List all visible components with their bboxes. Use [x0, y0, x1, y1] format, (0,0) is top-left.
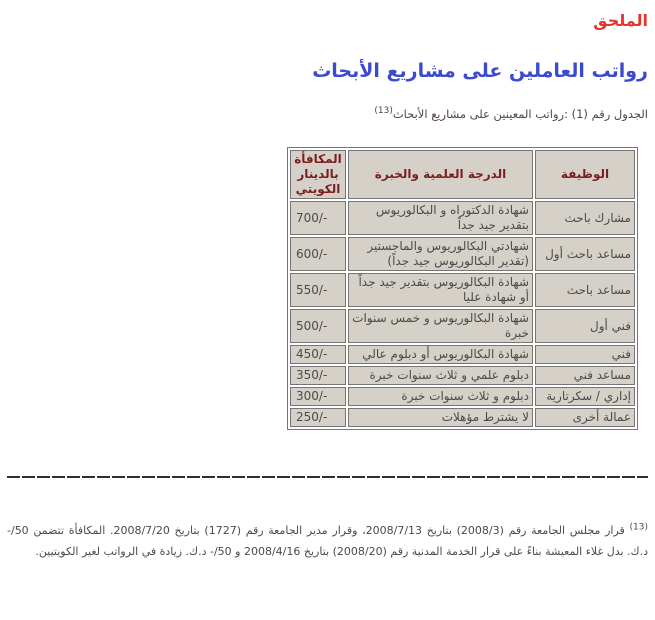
- table-caption-text: الجدول رقم (1) :رواتب المعينين على مشاريع الأبحاث: [392, 107, 648, 121]
- amount-cell: 500/-: [290, 309, 346, 343]
- column-header-amount: المكافأة بالدينار الكويتي: [290, 150, 346, 199]
- amount-cell: 600/-: [290, 237, 346, 271]
- column-header-job: الوظيفة: [535, 150, 635, 199]
- degree-cell: دبلوم و ثلاث سنوات خبرة: [348, 387, 533, 406]
- degree-cell: لا يشترط مؤهلات: [348, 408, 533, 427]
- table-header-row: [290, 150, 635, 199]
- degree-cell: شهادة البكالوريوس و خمس سنوات خبرة: [348, 309, 533, 343]
- degree-cell: شهادة الدكتوراه و البكالوريوس بتقدير جيد جداً: [348, 201, 533, 235]
- degree-cell: دبلوم علمي و ثلاث سنوات خبرة: [348, 366, 533, 385]
- footnote-text: قرار مجلس الجامعة رقم (2008/3) بتاريخ 2008/7/13، وقرار مدير الجامعة رقم (1727) بتاريخ 2008/7/20. المكافأة تتضمن 50/- د.ك. بدل غلاء المعيشة بناءً على قرار الخدمة المدنية رقم (2008/20) بتاريخ 2008/4/16 و 50/- د.ك. زيادة في الرواتب لغير الكويتيين.: [7, 524, 648, 558]
- separator-line: [7, 476, 648, 478]
- table-row: [290, 309, 635, 343]
- table-row: [290, 273, 635, 307]
- appendix-title: الملحق: [593, 11, 648, 30]
- caption-footnote-ref: (13): [374, 106, 393, 117]
- salary-table: [287, 147, 638, 430]
- amount-cell: 250/-: [290, 408, 346, 427]
- table-row: [290, 237, 635, 271]
- amount-cell: 700/-: [290, 201, 346, 235]
- table-row: [290, 387, 635, 406]
- job-cell: إداري / سكرتارية: [535, 387, 635, 406]
- degree-cell: شهادة البكالوريوس أو دبلوم عالي: [348, 345, 533, 364]
- job-cell: فني أول: [535, 309, 635, 343]
- job-cell: مشارك باحث: [535, 201, 635, 235]
- footnote-ref: (13): [629, 522, 648, 533]
- amount-cell: 350/-: [290, 366, 346, 385]
- table-row: [290, 201, 635, 235]
- table-caption: [7, 106, 648, 122]
- amount-cell: 550/-: [290, 273, 346, 307]
- degree-cell: شهادتي البكالوريوس والماجستير (تقدير البكالوريوس جيد جداً): [348, 237, 533, 271]
- amount-cell: 450/-: [290, 345, 346, 364]
- job-cell: عمالة أخرى: [535, 408, 635, 427]
- degree-cell: شهادة البكالوريوس بتقدير جيد جداً أو شهادة عليا: [348, 273, 533, 307]
- table-row: [290, 366, 635, 385]
- job-cell: مساعد باحث: [535, 273, 635, 307]
- table-row: [290, 408, 635, 427]
- column-header-degree: الدرجة العلمية والخبرة: [348, 150, 533, 199]
- page-title: رواتب العاملين على مشاريع الأبحاث: [312, 60, 648, 82]
- job-cell: فني: [535, 345, 635, 364]
- footnote: [7, 520, 648, 562]
- job-cell: مساعد فني: [535, 366, 635, 385]
- amount-cell: 300/-: [290, 387, 346, 406]
- job-cell: مساعد باحث أول: [535, 237, 635, 271]
- table-row: [290, 345, 635, 364]
